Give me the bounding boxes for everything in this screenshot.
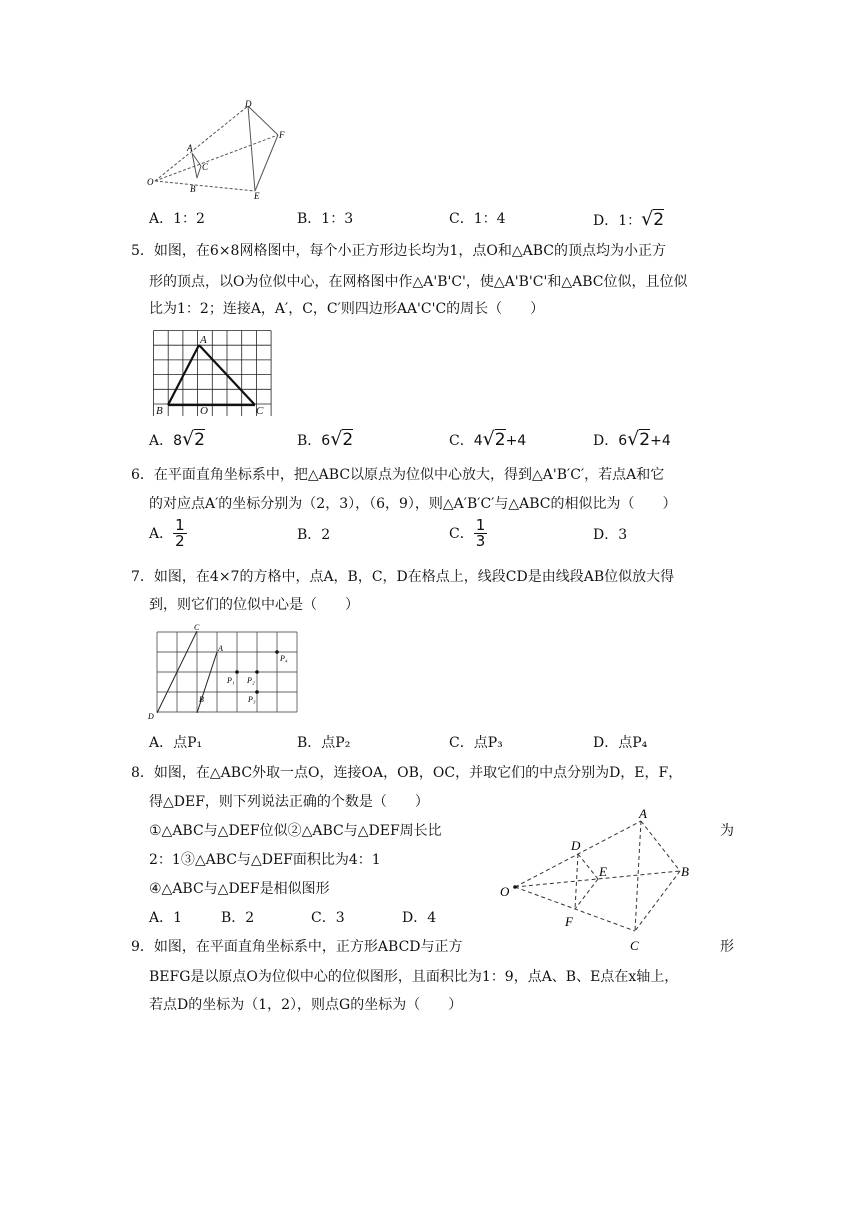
q9-stem-line1-tail: 形 xyxy=(720,939,734,955)
q8-figure xyxy=(495,805,705,955)
q7-option-a: A．点P₁ xyxy=(149,735,203,751)
q8-label-b: B xyxy=(681,864,689,879)
q6-option-c xyxy=(449,518,487,549)
q6-option-a xyxy=(149,518,187,549)
q4-option-d: D．1：√2 xyxy=(593,208,665,230)
q4-label-o: O xyxy=(147,177,154,187)
q4-label-f: F xyxy=(279,130,285,140)
q8-option-c: C．3 xyxy=(311,910,345,926)
q8-label-o: O xyxy=(500,884,510,899)
q6-option-d: D．3 xyxy=(593,527,628,543)
q5-option-c-tail: +4 xyxy=(505,433,527,449)
q6-option-c-prefix: C． xyxy=(449,525,474,542)
q7-label-d: D xyxy=(148,712,154,721)
q4-label-c: C xyxy=(202,162,209,172)
q6-stem-line1: 6．在平面直角坐标系中，把△ABC以原点为位似中心放大，得到△A'B′C′，若点A和它 xyxy=(131,467,665,483)
q8-stem-line2: 得△DEF，则下列说法正确的个数是（ ） xyxy=(149,794,429,810)
q8-label-a: A xyxy=(639,806,647,821)
q7-label-p3: P₃ xyxy=(248,695,256,704)
q4-option-d-label: D．1： xyxy=(593,213,642,229)
q6-option-a-denominator: 2 xyxy=(175,532,185,550)
q7-label-p2: P₂ xyxy=(247,676,255,685)
q5-label-b: B xyxy=(156,405,163,416)
q5-option-c-radicand: 2 xyxy=(494,430,506,450)
q5-option-a-coef: 8 xyxy=(173,433,183,449)
q5-option-a: A．8√2 xyxy=(149,428,205,450)
q5-label-o: O xyxy=(200,405,208,416)
q5-option-d-tail: +4 xyxy=(650,433,671,449)
q5-option-a-prefix: A． xyxy=(149,433,174,449)
q9-stem-line2: BEFG是以原点O为位似中心的位似图形，且面积比为1：9，点A、B、E点在x轴上， xyxy=(149,969,679,985)
q7-label-a: A xyxy=(218,644,223,653)
q4-figure xyxy=(143,98,293,202)
q6-option-a-fraction xyxy=(173,518,187,549)
q8-label-e: E xyxy=(599,864,607,879)
q8-stem-line3-tail: 为 xyxy=(720,823,734,839)
q7-grid-figure xyxy=(147,622,307,722)
q5-option-d-prefix: D． xyxy=(593,433,619,449)
q7-label-b: B xyxy=(199,695,204,704)
q8-label-d: D xyxy=(571,838,581,853)
q6-option-a-prefix: A． xyxy=(149,525,174,542)
q6-option-c-numerator: 1 xyxy=(475,516,486,534)
q8-option-b: B．2 xyxy=(221,910,255,926)
q5-stem-line3: 比为1：2；连接A，A′，C，C′则四边形AA'C'C的周长（ ） xyxy=(149,301,545,317)
q4-label-e: E xyxy=(254,191,260,201)
q7-stem-line1: 7．如图，在4×7的方格中，点A，B，C，D在格点上，线段CD是由线段AB位似放大得 xyxy=(131,569,675,585)
q5-option-a-radicand: 2 xyxy=(194,430,205,450)
q5-stem-line1: 5．如图，在6×8网格图中，每个小正方形边长均为1，点O和△ABC的顶点均为小正方 xyxy=(131,243,666,259)
q7-label-c: C xyxy=(194,623,200,632)
q4-label-a: A xyxy=(187,143,193,153)
q6-stem-line2: 的对应点A′的坐标分别为（2，3），（6，9），则△A′B′C′与△ABC的相似比为（ ） xyxy=(149,496,677,512)
q7-option-d: D．点P₄ xyxy=(593,735,648,751)
q5-option-b-radicand: 2 xyxy=(342,430,354,450)
q5-option-b: B．6√2 xyxy=(297,428,354,450)
q8-stem-line5: ④△ABC与△DEF是相似图形 xyxy=(149,881,330,897)
q8-stem-line4: 2：1③△ABC与△DEF面积比为4：1 xyxy=(149,852,381,868)
q5-option-c-prefix: C． xyxy=(449,433,474,449)
q7-label-p1: P₁ xyxy=(227,676,235,685)
q5-option-d: D．6√2+4 xyxy=(593,428,671,450)
q5-label-c: C xyxy=(256,405,264,416)
q7-option-c: C．点P₃ xyxy=(449,735,503,751)
q7-stem-line2: 到，则它们的位似中心是（ ） xyxy=(149,597,359,613)
q9-stem-line1: 9．如图，在平面直角坐标系中，正方形ABCD与正方 xyxy=(131,939,463,955)
q8-option-d: D．4 xyxy=(402,910,437,926)
q5-grid-figure xyxy=(152,330,273,416)
q5-option-c: C．4√2+4 xyxy=(449,428,527,450)
q6-option-a-numerator: 1 xyxy=(175,516,185,534)
q4-option-b: B．1：3 xyxy=(297,211,354,227)
q4-label-d: D xyxy=(245,99,252,109)
q7-option-b: B．点P₂ xyxy=(297,735,351,751)
q5-label-a: A xyxy=(200,334,207,346)
q8-option-a: A．1 xyxy=(149,910,183,926)
q7-label-p4: P₄ xyxy=(280,654,288,663)
q4-option-a: A．1：2 xyxy=(149,211,205,227)
q9-stem-line3: 若点D的坐标为（1，2），则点G的坐标为（ ） xyxy=(149,997,463,1013)
q5-option-d-coef: 6 xyxy=(618,433,628,449)
q8-label-f: F xyxy=(565,914,573,929)
q5-option-d-radicand: 2 xyxy=(639,430,651,450)
q8-label-c: C xyxy=(630,938,639,953)
q6-option-b: B．2 xyxy=(297,527,331,543)
q5-option-b-prefix: B． xyxy=(297,433,322,449)
q6-option-c-denominator: 3 xyxy=(475,532,486,550)
q4-label-b: B xyxy=(190,184,196,194)
q4-option-c: C．1：4 xyxy=(449,211,506,227)
q8-stem-line3: ①△ABC与△DEF位似②△ABC与△DEF周长比 xyxy=(149,823,442,839)
q4-option-d-radicand: 2 xyxy=(653,210,665,230)
q5-option-c-coef: 4 xyxy=(473,433,483,449)
q6-option-c-fraction xyxy=(474,518,488,549)
q5-option-b-coef: 6 xyxy=(321,433,331,449)
q5-stem-line2: 形的顶点，以O为位似中心，在网格图中作△A'B'C'，使△A'B'C'和△ABC位似，且位似 xyxy=(149,274,688,290)
q8-stem-line1: 8．如图，在△ABC外取一点O，连接OA，OB，OC，并取它们的中点分别为D，E，F， xyxy=(131,765,683,781)
